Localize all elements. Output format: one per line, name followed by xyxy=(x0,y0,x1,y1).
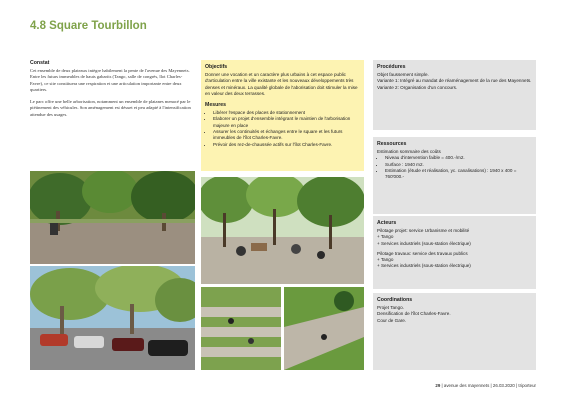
ressources-item: • Estimation (étude et réalisation, yc. canalisations) : 1940 x 400 = 760'000.- xyxy=(385,168,532,181)
constat-section xyxy=(30,60,192,118)
coordinations-line: Projet Tango. xyxy=(377,305,404,310)
ressources-heading: Ressources xyxy=(377,141,407,147)
page-footer xyxy=(435,383,536,388)
page-title: 4.8 Square Tourbillon xyxy=(30,20,147,32)
procedures-line: Variante 1: Intégré au mandat de réaménagement de la rue des Mayennets. xyxy=(377,78,532,84)
objectifs-box xyxy=(201,60,364,171)
page-number: 29 xyxy=(435,383,441,388)
acteurs-line: + Tango xyxy=(377,257,394,263)
mesures-item: • Libérer l'espace des places de stationnement xyxy=(213,110,360,116)
acteurs-line: + Services industriels (sous-station électrique) xyxy=(377,240,471,246)
acteurs-box xyxy=(373,216,536,289)
acteurs-line: Pilotage travaux: service des travaux publics xyxy=(377,250,468,256)
mesures-heading: Mesures xyxy=(205,102,227,109)
ressources-list xyxy=(377,155,532,180)
objectifs-heading: Objectifs xyxy=(205,64,228,70)
acteurs-line: + Tango xyxy=(377,234,394,240)
constat-heading: Constat xyxy=(30,60,50,66)
mesures-item: • Prévoir des rez-de-chaussée actifs sur l'îlot Charles-Favre. xyxy=(213,142,360,148)
constat-paragraph-2: Le parc offre une belle arborisation, notamment un ensemble de platanes menacé par le piétinement des véhicules. Son aménagement est désuet et peu adapté à l'intensification attendue des usages. xyxy=(30,99,191,117)
coordinations-line: Densification de l'îlot Charles-Favre. xyxy=(377,311,451,317)
objectifs-text: Donner une vocation et un caractère plus urbains à cet espace public d'articulation entre la ville existante et les nouveaux développements très denses et minéraux. La qualité globale de l'aborisation doit stimuler la mise en valeur des deux terrasses. xyxy=(205,72,358,96)
footer-text: avenue des mayennets | 26.03.2020 | triporteur xyxy=(443,383,536,388)
ressources-item: • Niveau d'intervention faible = 400.-/m2. xyxy=(385,155,532,161)
photo-square-parking xyxy=(30,171,195,264)
photo-reference-stairs xyxy=(201,287,281,370)
acteurs-line: Pilotage projet: service Urbanisme et mobilité xyxy=(377,228,470,233)
photo-reference-plaza xyxy=(201,177,364,284)
photo-platanes-cars xyxy=(30,266,195,370)
coordinations-heading: Coordinations xyxy=(377,297,413,303)
ressources-item: • Surface : 1940 m2. xyxy=(385,162,532,168)
mesures-item: • Elaborer un projet d'ensemble intégrant le maintien de l'arborisation majeure en place xyxy=(213,116,360,129)
photo-reference-path-image xyxy=(284,287,364,370)
ressources-intro: Estimation sommaire des coûts xyxy=(377,149,441,154)
photo-reference-stairs-image xyxy=(201,287,281,370)
photo-platanes-cars-image xyxy=(30,266,195,370)
procedures-box xyxy=(373,60,536,130)
procedures-heading: Procédures xyxy=(377,64,406,70)
procedures-line: Variante 2: Organisation d'un concours. xyxy=(377,84,458,90)
mesures-item: • Assurer les continuités et échanges entre le square et les futurs immeubles de l'îlot Charles-Favre. xyxy=(213,129,360,142)
constat-paragraph-1: Cet ensemble de deux plateaux intègre habilement la pente de l'avenue des Mayennets. Entre les futurs immeubles de hauts gabarits (Tango, salle de congrès, îlot Charles-Favre), ce site constituera une respiration et une articulation importante entre deux quartiers. xyxy=(30,68,190,92)
coordinations-line: Cour de Gare. xyxy=(377,317,407,323)
acteurs-heading: Acteurs xyxy=(377,220,397,226)
footer-separator: | xyxy=(441,383,444,388)
coordinations-box xyxy=(373,293,536,370)
procedures-line: Objet faussement simple. xyxy=(377,72,429,77)
mesures-list xyxy=(205,110,360,148)
photo-square-parking-image xyxy=(30,171,195,264)
photo-reference-plaza-image xyxy=(201,177,364,284)
photo-reference-path xyxy=(284,287,364,370)
ressources-box xyxy=(373,137,536,214)
acteurs-line: + Services industriels (sous-station électrique) xyxy=(377,263,471,269)
